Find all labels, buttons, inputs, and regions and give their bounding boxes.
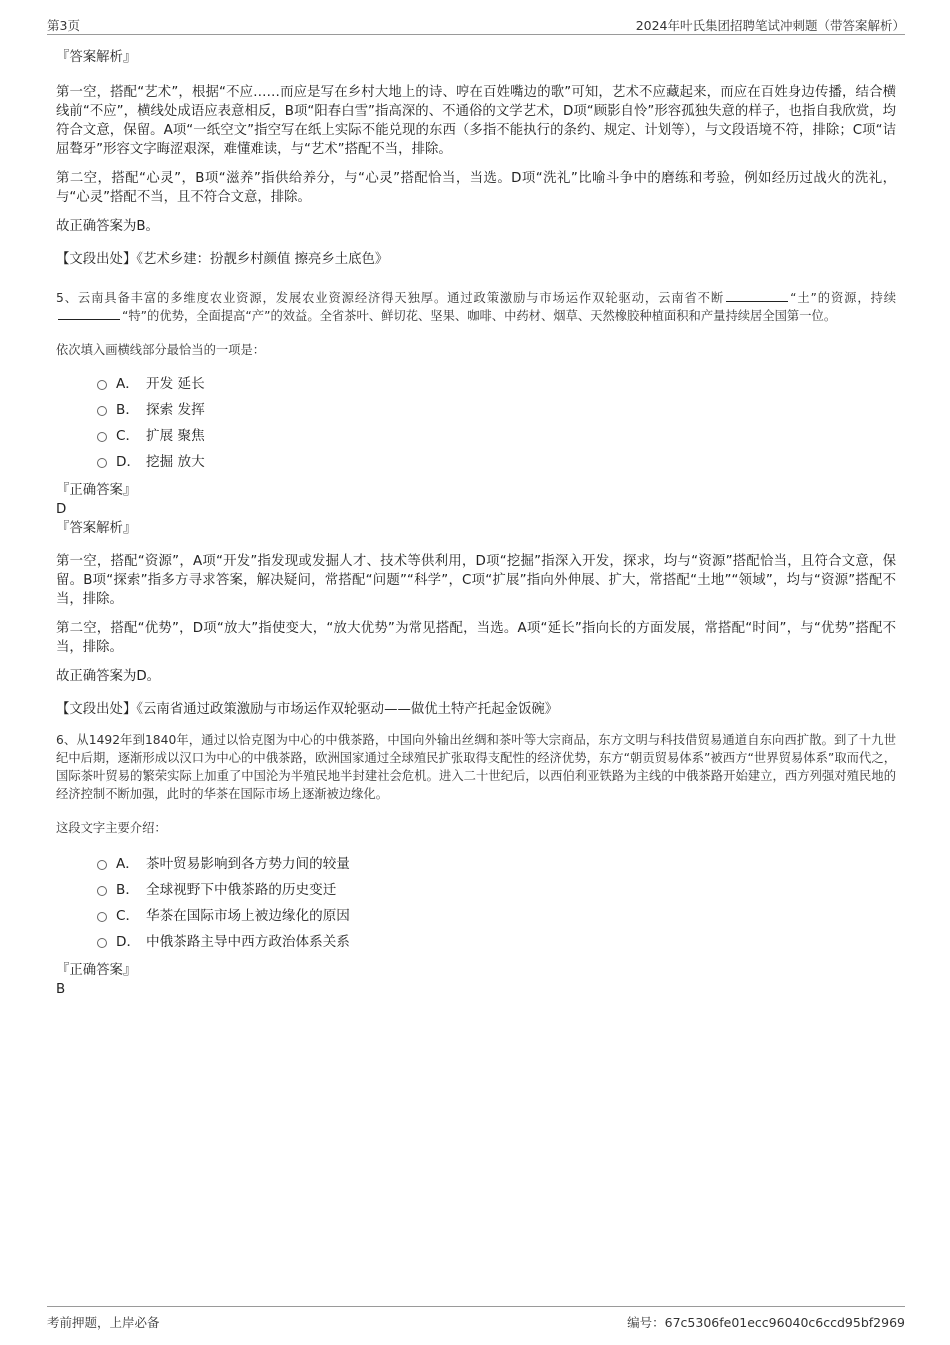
fill-blank — [726, 289, 788, 302]
correct-answer: D — [56, 502, 67, 518]
analysis-label: 『答案解析』 — [56, 521, 137, 537]
analysis-paragraph: 第二空，搭配“心灵”，B项“滋养”指供给养分，与“心灵”搭配恰当，当选。D项“洗礼”比喻斗争中的磨练和考验，例如经历过战火的洗礼，与“心灵”搭配不当，且不符合文意，排除。 — [56, 171, 896, 205]
analysis-paragraph: 第一空，搭配“艺术”，根据“不应……而应是写在乡村大地上的诗、哼在百姓嘴边的歌”可知，艺术不应藏起来，而应在百姓身边传播，结合横线前“不应”，横线处成语应表意相反，B项“阳春白雪”指高深的、不通俗的文学艺术，D项“顾影自怜”形容孤独失意的样子，也指自我欣赏，均符合文意，保留。A项“一纸空文”指空写在纸上实际不能兑现的东西（多指不能执行的条约、规定、计划等），与文段语境不符，排除；C项“诘屈聱牙”形容文字晦涩艰深，难懂难读，与“艺术”搭配不当，排除。 — [56, 85, 896, 157]
footer-slogan: 考前押题，上岸必备 — [47, 1315, 160, 1330]
option-b[interactable]: B． 全球视野下中俄茶路的历史变迁 — [56, 877, 896, 903]
option-a[interactable]: A． 开发 延长 — [56, 371, 896, 397]
question-5-stem: 5、云南具备丰富的多维度农业资源，发展农业资源经济得天独厚。通过政策激励与市场运作双轮驱动，云南省不断 “土”的资源，持续“特”的优势，全面提高“产”的效益。全省茶叶、鲜切花、坚果、咖啡、中药材、烟草、天然橡胶种植面积和产量持续居全国第一位。 — [56, 291, 897, 323]
question-5-options — [56, 371, 896, 475]
answer-conclusion: 故正确答案为B。 — [56, 219, 159, 234]
source-citation: 【文段出处】《艺术乡建：扮靓乡村颜值 擦亮乡土底色》 — [56, 252, 389, 267]
answer-conclusion: 故正确答案为D。 — [56, 669, 161, 685]
correct-answer: B — [56, 982, 66, 998]
radio-icon[interactable] — [97, 406, 107, 416]
radio-icon[interactable] — [97, 432, 107, 442]
page-number: 第3页 — [47, 18, 80, 33]
source-citation: 【文段出处】《云南省通过政策激励与市场运作双轮驱动——做优土特产托起金饭碗》 — [56, 702, 559, 718]
option-c[interactable]: C． 华茶在国际市场上被边缘化的原因 — [56, 903, 896, 929]
question-prompt: 这段文字主要介绍： — [56, 821, 167, 836]
option-d[interactable]: D． 中俄茶路主导中西方政治体系关系 — [56, 929, 896, 955]
radio-icon[interactable] — [97, 458, 107, 468]
radio-icon[interactable] — [97, 886, 107, 896]
question-prompt: 依次填入画横线部分最恰当的一项是： — [56, 343, 266, 357]
question-6-options — [56, 851, 896, 955]
question-6-stem: 6、从1492年到1840年，通过以恰克图为中心的中俄茶路，中国向外输出丝绸和茶叶等大宗商品，东方文明与科技借贸易通道自东向西扩散。到了十九世纪中后期，逐渐形成以汉口为中心的中俄茶路，欧洲国家通过全球殖民扩张取得支配性的经济优势，东方“朝贡贸易体系”被西方“世界贸易体系”取而代之，国际茶叶贸易的繁荣实际上加重了中国沦为半殖民地半封建社会危机。进入二十世纪后，以西伯利亚铁路为主线的中俄茶路开始建立，西方列强对殖民地的经济控制不断加强，此时的华茶在国际市场上逐渐被边缘化。 — [56, 733, 896, 802]
analysis-paragraph: 第一空，搭配“资源”，A项“开发”指发现或发掘人才、技术等供利用，D项“挖掘”指深入开发，探求，均与“资源”搭配恰当，且符合文意，保留。B项“探索”指多方寻求答案，解决疑问，常搭配“问题”“科学”，C项“扩展”指向外伸展、扩大，常搭配“土地”“领域”，均与“资源”搭配不当，排除。 — [56, 554, 896, 608]
document-id: 编号：67c5306fe01ecc96040c6ccd95bf2969 — [627, 1315, 905, 1330]
analysis-label: 『答案解析』 — [56, 50, 137, 65]
option-c[interactable]: C． 扩展 聚焦 — [56, 423, 896, 449]
correct-answer-label: 『正确答案』 — [56, 963, 137, 979]
radio-icon[interactable] — [97, 912, 107, 922]
fill-blank — [58, 307, 120, 320]
page-footer — [47, 1306, 905, 1329]
option-b[interactable]: B． 探索 发挥 — [56, 397, 896, 423]
document-title: 2024年叶氏集团招聘笔试冲刺题（带答案解析） — [635, 18, 905, 33]
radio-icon[interactable] — [97, 380, 107, 390]
radio-icon[interactable] — [97, 938, 107, 948]
option-a[interactable]: A． 茶叶贸易影响到各方势力间的较量 — [56, 851, 896, 877]
page-content — [56, 46, 896, 999]
page-header — [47, 14, 905, 35]
radio-icon[interactable] — [97, 860, 107, 870]
correct-answer-label: 『正确答案』 — [56, 483, 137, 499]
option-d[interactable]: D． 挖掘 放大 — [56, 449, 896, 475]
analysis-paragraph: 第二空，搭配“优势”，D项“放大”指使变大，“放大优势”为常见搭配，当选。A项“延长”指向长的方面发展，常搭配“时间”，与“优势”搭配不当，排除。 — [56, 621, 896, 656]
